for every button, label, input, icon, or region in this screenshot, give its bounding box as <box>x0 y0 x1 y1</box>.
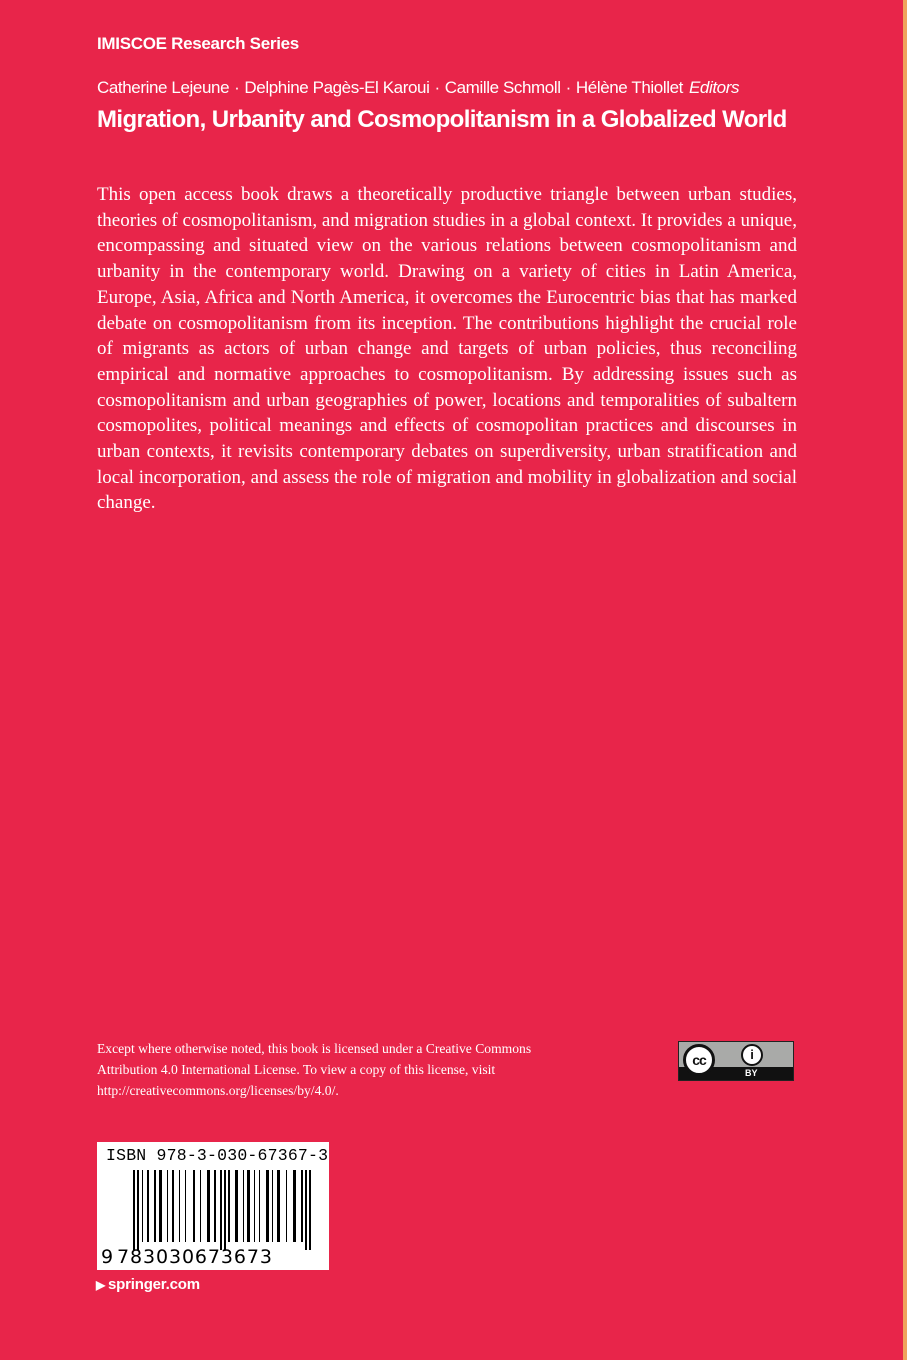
editor-name: Camille Schmoll <box>444 78 561 97</box>
barcode-bar <box>193 1170 195 1242</box>
barcode-bar <box>154 1170 156 1242</box>
publisher-url: springer.com <box>108 1276 200 1293</box>
editor-name: Delphine Pagès-El Karoui <box>244 78 430 97</box>
editor-name: Catherine Lejeune <box>97 78 230 97</box>
barcode-bar <box>266 1170 269 1242</box>
barcode-bar <box>200 1170 201 1242</box>
barcode-bar <box>228 1170 230 1242</box>
barcode-bar <box>309 1170 311 1250</box>
series-name: IMISCOE Research Series <box>97 34 299 53</box>
barcode-bar <box>272 1170 273 1242</box>
barcode-bar <box>224 1170 226 1250</box>
barcode-bar <box>159 1170 162 1242</box>
barcode-bar <box>293 1170 296 1242</box>
cover-edge <box>903 0 907 1360</box>
barcode-bar <box>133 1170 135 1250</box>
barcode-bar <box>214 1170 216 1242</box>
barcode-bar <box>179 1170 180 1242</box>
publisher-link[interactable] <box>96 1276 200 1293</box>
barcode-bar <box>247 1170 250 1242</box>
book-title: Migration, Urbanity and Cosmopolitanism in a Globalized World <box>97 106 787 133</box>
barcode-bar <box>243 1170 244 1242</box>
cc-icon: cc <box>683 1044 715 1076</box>
editor-name: Hélène Thiollet <box>575 78 683 97</box>
book-description: This open access book draws a theoretically productive triangle between urban studies, theories of cosmopolitanism, and migration studies in a global context. It provides a unique, encompassing and situated view on the various relations between cosmopolitanism and urbanity in the contemporary world. Drawing on a variety of cities in Latin America, Europe, Asia, Africa and North America, it overcomes the Eurocentric bias that has marked debate on cosmopolitanism from its inception. The contributions highlight the crucial role of migrants as actors of urban change and targets of urban policies, thus reconciling empirical and normative approaches to cosmopolitanism. By addressing issues such as cosmopolitanism and urban geographies of power, locations and temporalities of subaltern cosmopolites, political meanings and effects of cosmopolitan practices and discourses in urban contexts, it revisits contemporary debates on superdiversity, urban stratification and local incorporation, and assess the role of migration and mobility in globalization and social change. <box>97 184 797 514</box>
barcode-bar <box>220 1170 222 1250</box>
barcode-digits: 783030673673 <box>117 1246 273 1268</box>
barcode-bar <box>185 1170 186 1242</box>
editors-line <box>97 78 739 98</box>
barcode-bar <box>259 1170 260 1242</box>
editors-role: Editors <box>688 78 740 97</box>
editor-separator: · <box>234 78 240 97</box>
license-notice: Except where otherwise noted, this book is licensed under a Creative Commons Attribution 4.0 International License. To view a copy of this license, visit http://creativecommons.org/licenses/by/4.0/. <box>97 1041 532 1098</box>
barcode-bar <box>235 1170 238 1242</box>
barcode-lead-digit: 9 <box>101 1246 114 1268</box>
barcode-bar <box>172 1170 174 1242</box>
barcode-bar <box>137 1170 139 1250</box>
barcode-bar <box>167 1170 168 1242</box>
barcode-bar <box>305 1170 307 1250</box>
attribution-icon: i <box>741 1044 763 1066</box>
barcode-bar <box>301 1170 303 1242</box>
editor-separator: · <box>565 78 571 97</box>
barcode-bar <box>207 1170 210 1242</box>
barcode-bar <box>277 1170 280 1242</box>
triangle-right-icon: ▶ <box>96 1278 106 1292</box>
barcode-bar <box>142 1170 143 1242</box>
barcode-bar <box>147 1170 149 1242</box>
isbn-barcode <box>97 1142 329 1270</box>
isbn-label: ISBN 978-3-030-67367-3 <box>106 1146 329 1165</box>
barcode-bar <box>254 1170 255 1242</box>
cc-by-badge <box>678 1041 794 1081</box>
by-label: BY <box>745 1068 758 1078</box>
editor-separator: · <box>434 78 440 97</box>
barcode-bar <box>286 1170 287 1242</box>
